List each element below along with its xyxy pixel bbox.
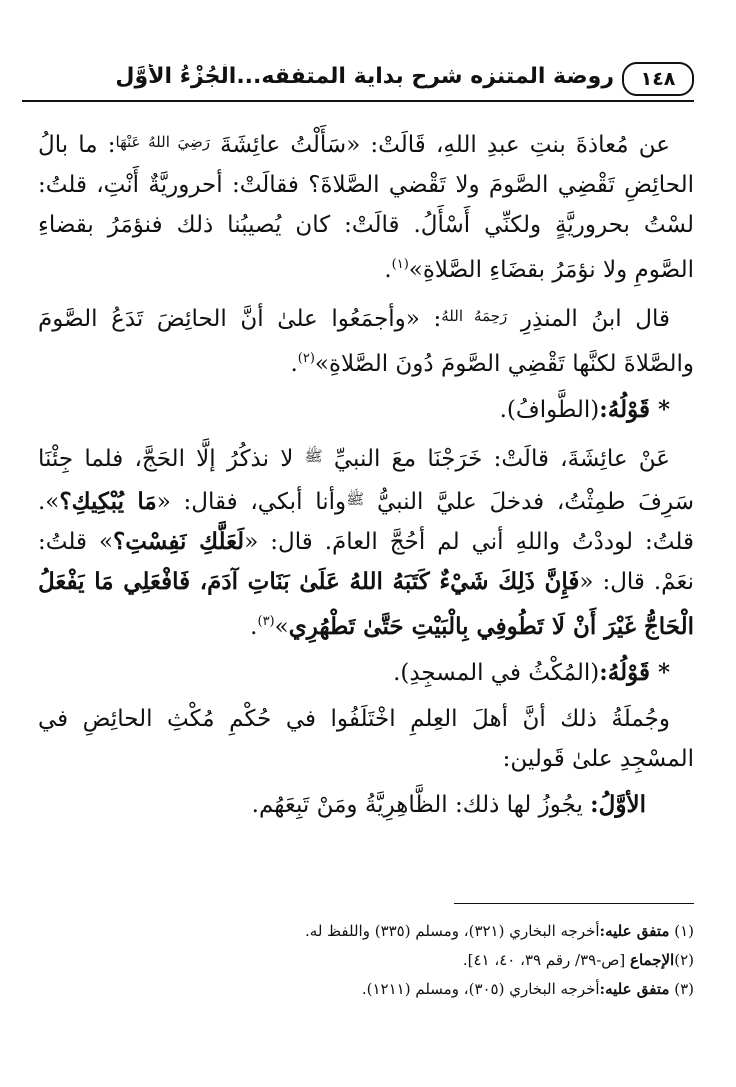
opinion-text: يجُوزُ لها ذلك: الظَّاهِرِيَّةُ ومَنْ تَبِعَهُم. <box>251 792 583 818</box>
page-number-text: ١٤٨ <box>640 68 676 90</box>
heading-label: قَوْلُهُ: <box>599 396 650 423</box>
prophetic-quote: فَإِنَّ ذَلِكَ شَيْءٌ كَتَبَهُ اللهُ عَلَىٰ بَنَاتِ آدَمَ، فَافْعَلِي مَا يَفْعَلُ الْحَاجُّ غَيْرَ أَنْ لَا تَطُوفِي بِالْبَيْتِ حَتَّىٰ تَطْهُرِي <box>38 568 694 640</box>
footnote-divider <box>454 903 694 904</box>
prophetic-quote: مَا يُبْكِيكِ؟ <box>59 488 157 515</box>
footnote-ref-3: (٣) <box>257 614 275 629</box>
text-segment: عَنْ عائِشَةَ، قالَتْ: خَرَجْنَا معَ النبيِّ <box>333 446 671 472</box>
running-title: روضة المتنزه شرح بداية المتفقه...الْجُزْءُ الأوَّل <box>115 64 614 89</box>
text-segment: ». قلتُ: لوددْتُ واللهِ أني لم أحُجَّ العامَ. قال: « <box>38 489 694 555</box>
heading-text: (الطَّوافُ). <box>499 397 600 423</box>
paragraph-aisha-hadith <box>38 436 694 647</box>
text-segment: : «وأجمَعُوا علىٰ أنَّ الحائِضَ تَدَعُ الصَّومَ والصَّلاةَ لكنَّها تَقْضِي الصَّومَ دُونَ الصَّلاةِ» <box>38 306 694 377</box>
text-segment: قال ابنُ المنذِرِ <box>520 306 670 332</box>
honorific-glyph: ﷺ <box>346 490 365 508</box>
section-heading-mukth <box>38 653 694 693</box>
text-segment: . <box>250 614 258 640</box>
paragraph-first-opinion <box>38 785 694 825</box>
footnote-label: متفق عليه: <box>599 922 670 940</box>
footnote-number: (١) <box>674 922 694 940</box>
section-heading-tawaf <box>38 390 694 430</box>
text-segment: وأنا أبكي، فقال: « <box>156 489 347 515</box>
star-bullet: * <box>657 396 670 423</box>
footnote-1 <box>40 917 694 946</box>
footnote-3 <box>40 975 694 1004</box>
footnote-ref-2: (٢) <box>297 351 315 366</box>
footnote-label: الإجماع <box>630 951 675 969</box>
text-segment: . <box>290 351 298 377</box>
text-segment: لا نذكُرُ إلَّا الحَجَّ، فلما جِئْنَا سَرِفَ طمِثْتُ، فدخلَ عليَّ النبيُّ <box>38 446 694 515</box>
paragraph-two-opinions: وجُملَةُ ذلك أنَّ أهلَ العِلمِ اخْتَلَفُوا في حُكْمِ مُكْثِ الحائِضِ في المسْجِدِ علىٰ قَولين: <box>38 706 694 772</box>
footnote-label: متفق عليه: <box>599 980 670 998</box>
opinion-label: الأوَّلُ: <box>590 791 646 818</box>
footnotes <box>40 917 694 1004</box>
footnote-ref-1: (١) <box>391 257 409 272</box>
footnote-number: (٢) <box>674 951 694 969</box>
running-header <box>22 60 694 102</box>
footnote-text: أخرجه البخاري (٣٢١)، ومسلم (٣٣٥) واللفظ له. <box>305 922 600 940</box>
text-segment: » قلتُ: نعَمْ. قال: « <box>38 529 694 595</box>
heading-label: قَوْلُهُ: <box>599 659 650 686</box>
main-text <box>38 122 694 831</box>
honorific-glyph: رَضِيَ اللهُ عَنْهَا <box>115 133 210 151</box>
paragraph-muadha-hadith <box>38 122 694 290</box>
footnote-number: (٣) <box>674 980 694 998</box>
text-segment: : ما بالُ الحائِضِ تَقْضِي الصَّومَ ولا تَقْضي الصَّلاةَ؟ فقالَتْ: أحروريَّةٌ أَنْتِ، قلتُ: لسْتُ بحروريَّةٍ ولكنِّي أَسْأَلُ. قالَتْ: كان يُصيبُنا ذلك فنؤمَرُ بقضاءِ الصَّومِ ولا نؤمَرُ بقضَاءِ الصَّلاةِ» <box>38 132 694 283</box>
honorific-glyph: ﷺ <box>304 447 323 465</box>
footnote-text: [ص-٣٩/ رقم ٣٩، ٤٠، ٤١]. <box>462 951 626 969</box>
footnote-text: أخرجه البخاري (٣٠٥)، ومسلم (١٢١١). <box>361 980 600 998</box>
prophetic-quote: لَعَلَّكِ نَفِسْتِ؟ <box>113 528 245 555</box>
page-number <box>622 62 694 96</box>
text-segment: » <box>274 614 289 640</box>
footnote-2 <box>40 946 694 975</box>
paragraph-ibn-mundhir <box>38 296 694 384</box>
heading-text: (المُكْثُ في المسجِدِ). <box>393 660 600 686</box>
text-segment: . <box>384 257 392 283</box>
text-segment: عن مُعاذةَ بنتِ عبدِ اللهِ، قَالَتْ: «سَأَلْتُ عائِشَةَ <box>220 132 671 158</box>
honorific-glyph: رَحِمَهُ اللهُ <box>441 307 508 325</box>
star-bullet: * <box>657 659 670 686</box>
